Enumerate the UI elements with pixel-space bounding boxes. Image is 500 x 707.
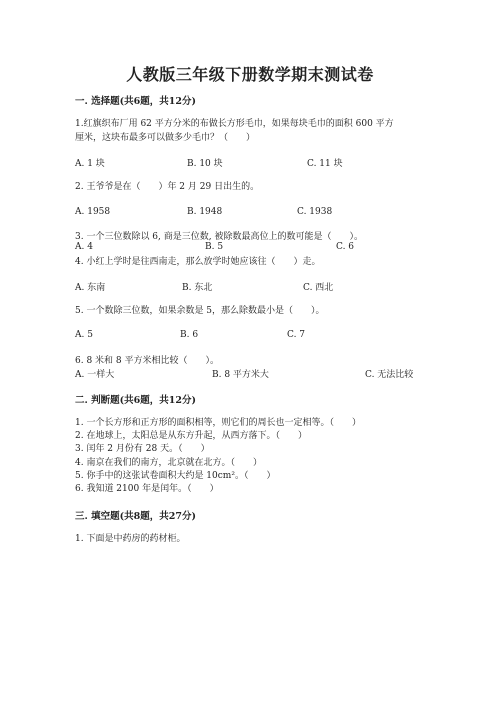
option-c: C. 1938 [297,207,333,217]
judgement-1: 1. 一个长方形和正方形的面积相等，则它们的周长也一定相等。（ ） [75,418,361,428]
option-b: B. 1948 [187,207,223,217]
option-c: C. 6 [336,242,355,252]
option-a: A. 一样大 [75,370,115,380]
judgement-4: 4. 南京在我们的南方，北京就在北方。（ ） [75,458,262,468]
option-c: C. 7 [287,330,306,340]
option-b: B. 东北 [182,283,213,293]
question-5-options [75,330,435,344]
option-a: A. 东南 [75,283,106,293]
option-b: B. 6 [180,330,199,340]
question-5: 5. 一个数除三位数，如果余数是 5，那么除数最小是（ ）。 [75,306,325,316]
option-a: A. 1958 [75,207,111,217]
page-title: 人教版三年级下册数学期末测试卷 [126,65,374,84]
question-1 [75,117,435,145]
section-heading-fill-in: 三. 填空题(共8题，共27分) [75,511,196,522]
judgement-5: 5. 你手中的这张试卷面积大约是 10cm²。（ ） [75,471,276,481]
question-3-options [75,242,435,256]
question-2-options [75,207,435,221]
section-heading-judgement: 二. 判断题(共6题，共12分) [75,395,196,406]
question-4: 4. 小红上学时是往西南走，那么放学时她应该往（ ）走。 [75,257,321,267]
question-3: 3. 一个三位数除以 6, 商是三位数, 被除数最高位上的数可能是（ ）。 [75,232,363,242]
question-1-line-2: 厘米，这块布最多可以做多少毛巾？（ ） [75,133,256,143]
fill-in-question-1: 1. 下面是中药房的药材柜。 [75,534,186,544]
judgement-2: 2. 在地球上，太阳总是从东方升起，从西方落下。（ ） [75,431,307,441]
question-6-options [75,367,435,381]
question-4-options [75,280,435,294]
option-a: A. 5 [75,330,93,340]
option-a: A. 1 块 [75,159,105,169]
judgement-3: 3. 闰年 2 月份有 28 天。（ ） [75,444,210,454]
option-c: C. 无法比较 [365,370,414,380]
section-heading-choice: 一. 选择题(共6题，共12分) [75,96,196,107]
option-b: B. 10 块 [187,159,223,169]
question-1-options [75,156,435,170]
judgement-6: 6. 我知道 2100 年是闰年。（ ） [75,484,219,494]
question-2: 2. 王爷爷是在（ ）年 2 月 29 日出生的。 [75,182,260,192]
option-b: B. 8 平方米大 [212,370,269,380]
option-b: B. 5 [205,242,224,252]
question-1-line-1: 1.红旗织布厂用 62 平方分米的布做长方形毛巾，如果每块毛巾的面积 600 平方 [75,119,394,129]
option-a: A. 4 [75,242,93,252]
option-c: C. 西北 [303,283,334,293]
question-6: 6. 8 米和 8 平方米相比较（ ）。 [75,356,219,366]
option-c: C. 11 块 [307,159,343,169]
